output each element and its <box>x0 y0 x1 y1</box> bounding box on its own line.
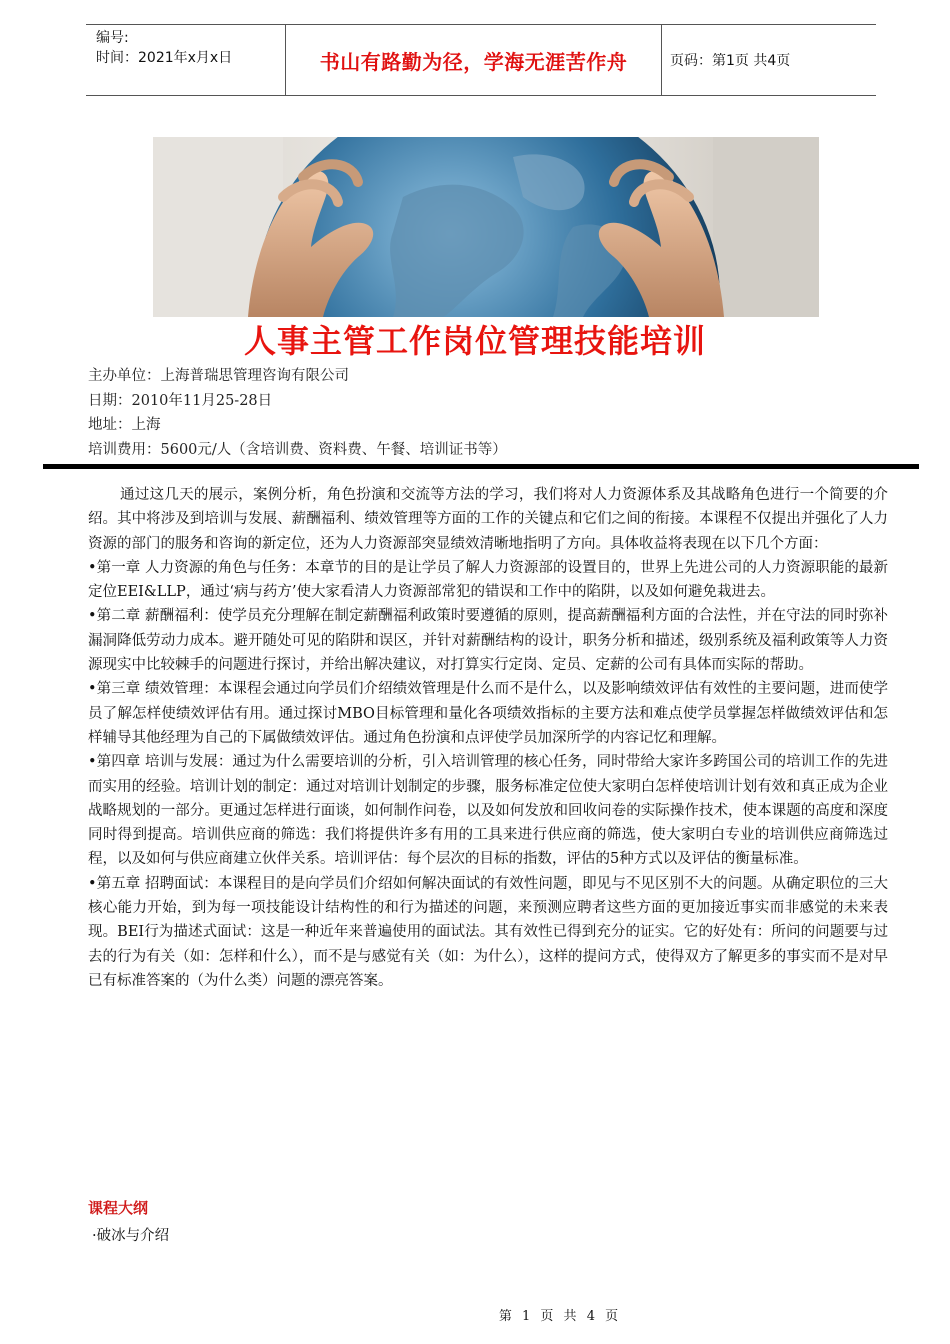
outline-item: ·破冰与介绍 <box>92 1228 170 1244</box>
chapter-2-paragraph: •第二章 薪酬福利：使学员充分理解在制定薪酬福利政策时要遵循的原则，提高薪酬福利方面的合法性，并在守法的同时弥补漏洞降低劳动力成本。避开随处可见的陷阱和误区，并针对薪酬结构的设计，职务分析和描述，级别系统及福利政策等人力资源现实中比较棘手的问题进行探讨，并给出解决建议，对打算实行定岗、定员、定薪的公司有具体而实际的帮助。 <box>88 608 888 674</box>
motto-text: 书山有路勤为径，学海无涯苦作舟 <box>319 49 628 74</box>
chapter-4-paragraph: •第四章 培训与发展：通过为什么需要培训的分析，引入培训管理的核心任务，同时带给大家许多跨国公司的培训工作的先进而实用的经验。培训计划的制定：通过对培训计划制定的步骤，服务标准定位使大家明白怎样使培训计划有效和真正成为企业战略规划的一部分。更通过怎样进行面谈，如何制作问卷，以及如何发放和回收问卷的实际操作技术，使本课题的高度和深度同时得到提高。培训供应商的筛选：我们将提供许多有用的工具来进行供应商的筛选，使大家明白专业的培训供应商筛选过程，以及如何与供应商建立伙伴关系。培训评估：每个层次的目标的指数，评估的5种方式以及评估的衡量标准。 <box>88 754 888 868</box>
globe-in-hands-icon <box>153 137 819 317</box>
page-header <box>86 24 876 96</box>
chapter-5-paragraph: •第五章 招聘面试：本课程目的是向学员们介绍如何解决面试的有效性问题，即见与不见区别不大的问题。从确定职位的三大核心能力开始，到为每一项技能设计结构性的和行为描述的问题，来预测应聘者这些方面的更加接近事实而非感觉的未来表现。BEI行为描述式面试：这是一种近年来普遍使用的面试法。其有效性已得到充分的证实。它的好处有：所问的问题要与过去的行为有关（如：怎样和什么），而不是与感觉有关（如：为什么），这样的提问方式，使得双方了解更多的事实而不是对早已有标准答案的（为什么类）问题的漂亮答案。 <box>88 875 888 989</box>
section-divider <box>43 464 919 469</box>
header-motto-cell <box>286 25 662 95</box>
banner-image <box>153 137 819 317</box>
outline-heading: 课程大纲 <box>88 1199 149 1217</box>
document-title: 人事主管工作岗位管理技能培训 <box>243 322 706 360</box>
date-line: 日期：2010年11月25-28日 <box>88 392 273 409</box>
number-label: 编号: <box>96 30 129 46</box>
chapter-1-paragraph: •第一章 人力资源的角色与任务：本章节的目的是让学员了解人力资源部的设置目的，世界上先进公司的人力资源职能的最新定位EEI&LLP，通过‘病与药方’使大家看清人力资源部常犯的错误和工作中的陷阱，以及如何避免栽进去。 <box>88 559 888 601</box>
chapter-3-paragraph: •第三章 绩效管理：本课程会通过向学员们介绍绩效管理是什么而不是什么，以及影响绩效评估有效性的主要问题，进而使学员了解怎样使绩效评估有用。通过探讨MBO目标管理和量化各项绩效指标的主要方法和难点使学员掌握怎样做绩效评估和怎样辅导其他经理为自己的下属做绩效评估。通过角色扮演和点评使学员加深所学的内容记忆和理解。 <box>88 681 888 746</box>
fee-line: 培训费用：5600元/人（含培训费、资料费、午餐、培训证书等） <box>88 441 507 458</box>
address-line: 地址：上海 <box>88 417 161 433</box>
time-label: 时间：2021年x月x日 <box>96 50 233 66</box>
organizer-line: 主办单位：上海普瑞思管理咨询有限公司 <box>88 368 349 384</box>
header-page-cell <box>662 25 876 95</box>
body-text <box>88 483 888 993</box>
intro-paragraph: 通过这几天的展示，案例分析，角色扮演和交流等方法的学习，我们将对人力资源体系及其战略角色进行一个简要的介绍。其中将涉及到培训与发展、薪酬福利、绩效管理等方面的工作的关键点和它们之间的衔接。本课程不仅提出并强化了人力资源的部门的服务和咨询的新定位，还为人力资源部突显绩效清晰地指明了方向。具体收益将表现在以下几个方面： <box>88 487 888 552</box>
page-info: 页码：第1页 共4页 <box>670 53 791 69</box>
page-footer: 第 1 页 共 4 页 <box>498 1309 622 1324</box>
header-left-cell <box>86 25 286 95</box>
course-info <box>88 364 507 462</box>
